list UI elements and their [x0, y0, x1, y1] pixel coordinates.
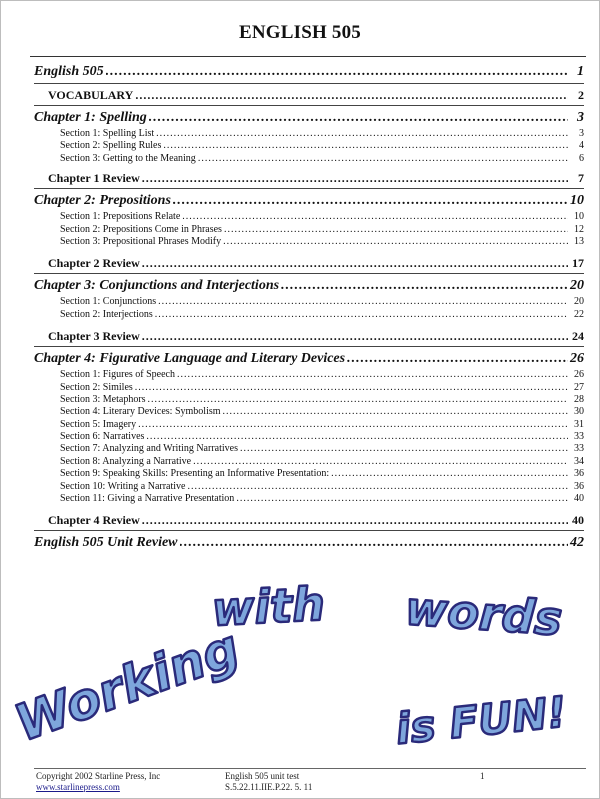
toc-entry-label: Section 1: Spelling List	[60, 128, 155, 139]
toc-page-number: 31	[574, 418, 584, 430]
toc-page-number: 40	[574, 493, 584, 505]
toc-entry-label: Section 9: Speaking Skills: Presenting an Informative Presentation:	[60, 468, 330, 480]
toc-entry-label: Section 11: Giving a Narrative Presentation	[60, 493, 235, 505]
dot-leader	[236, 493, 568, 505]
title-rule	[30, 56, 586, 57]
toc-entry-label: Section 1: Conjunctions	[60, 296, 157, 308]
toc-page-number: 3	[579, 128, 584, 139]
toc-section[interactable]	[34, 236, 584, 248]
toc-unit-review[interactable]	[34, 533, 584, 553]
toc-entry-label: Section 4: Literary Devices: Symbolism	[60, 406, 221, 418]
dot-leader	[142, 169, 568, 187]
toc-section[interactable]	[34, 468, 584, 480]
dot-leader	[177, 369, 568, 381]
toc-entry-label: Section 2: Prepositions Come in Phrases	[60, 223, 222, 235]
toc-section[interactable]	[34, 128, 584, 140]
toc-page-number: 33	[574, 431, 584, 443]
dot-leader	[240, 443, 568, 455]
dot-leader	[281, 276, 568, 296]
toc-entry-label: Section 2: Similes	[60, 381, 133, 393]
toc-page-number: 1	[577, 64, 584, 79]
toc-entry-label: Section 3: Getting to the Meaning	[60, 152, 196, 164]
dot-leader	[182, 211, 568, 223]
toc-page-number: 27	[574, 381, 584, 393]
toc-page-number: 12	[574, 223, 584, 235]
document-name: English 505 unit test	[225, 771, 300, 781]
word-art	[0, 555, 600, 765]
toc-section[interactable]	[34, 481, 584, 493]
toc-entry-label: Chapter 2: Prepositions	[34, 193, 171, 209]
dot-leader	[135, 86, 568, 104]
toc-entry-label: Section 8: Analyzing a Narrative	[60, 455, 192, 467]
dot-leader	[224, 224, 568, 236]
toc-section[interactable]	[34, 369, 584, 381]
footer-right	[480, 771, 485, 782]
toc-page-number: 10	[570, 193, 584, 209]
toc-section[interactable]	[34, 309, 584, 321]
toc-chapter-1-review[interactable]	[34, 169, 584, 187]
toc-page-number: 2	[578, 88, 584, 102]
toc-page-number: 34	[574, 455, 584, 467]
toc-page-number: 13	[574, 235, 584, 247]
toc-entry-label: Section 6: Narratives	[60, 431, 145, 443]
toc-section[interactable]	[34, 493, 584, 505]
toc-entry-label: Chapter 1: Spelling	[34, 110, 147, 125]
toc-entry-label: Section 2: Spelling Rules	[60, 140, 162, 152]
dot-leader	[138, 419, 568, 431]
footer-center	[225, 771, 312, 793]
table-of-contents	[34, 62, 584, 553]
toc-chapter-1[interactable]	[34, 108, 584, 128]
toc-entry-label: Section 1: Prepositions Relate	[60, 211, 181, 223]
toc-chapter-2[interactable]	[34, 191, 584, 211]
toc-section[interactable]	[34, 224, 584, 236]
toc-page-number: 36	[574, 480, 584, 492]
separator	[34, 105, 584, 106]
toc-entry-label: Chapter 4: Figurative Language and Literary Devices	[34, 351, 346, 367]
toc-page-number: 40	[572, 513, 584, 528]
dot-leader	[142, 327, 568, 345]
toc-page-number: 20	[570, 278, 584, 294]
toc-entry-label: Section 5: Imagery	[60, 418, 137, 430]
toc-page-number: 30	[574, 406, 584, 418]
separator	[34, 273, 584, 274]
toc-page-number: 6	[579, 152, 584, 164]
toc-chapter-4[interactable]	[34, 349, 584, 369]
page-number: 1	[480, 771, 485, 781]
toc-section[interactable]	[34, 296, 584, 308]
toc-page-number: 3	[577, 110, 584, 125]
dot-leader	[331, 468, 568, 480]
separator	[34, 530, 584, 531]
toc-entry-label: VOCABULARY	[48, 88, 134, 102]
toc-page-number: 36	[574, 468, 584, 480]
dot-leader	[198, 153, 568, 165]
toc-entry-label: Chapter 3: Conjunctions and Interjections	[34, 278, 280, 294]
toc-chapter-4-review[interactable]	[34, 511, 584, 529]
toc-page-number: 26	[570, 351, 584, 367]
art-word-words: words	[403, 581, 564, 646]
dot-leader	[148, 394, 568, 406]
toc-entry-label: English 505 Unit Review	[34, 535, 178, 551]
art-word-is-fun: is FUN!	[393, 687, 569, 754]
toc-entry-label: Chapter 4 Review	[48, 513, 140, 528]
toc-entry-label: Section 7: Analyzing and Writing Narratives	[60, 443, 238, 455]
toc-page-number: 24	[572, 329, 584, 344]
toc-section[interactable]	[34, 443, 584, 455]
toc-entry-label: Chapter 1 Review	[48, 171, 140, 186]
dot-leader	[188, 481, 569, 493]
dot-leader	[142, 254, 568, 272]
toc-entry-label: Section 10: Writing a Narrative	[60, 480, 186, 492]
toc-entry-label: Section 2: Interjections	[60, 308, 153, 320]
toc-entry-label: Section 3: Metaphors	[60, 393, 146, 405]
toc-page-number: 7	[578, 171, 584, 186]
art-word-with: with	[210, 576, 327, 637]
toc-section[interactable]	[34, 211, 584, 223]
dot-leader	[193, 456, 568, 468]
toc-chapter-2-review[interactable]	[34, 254, 584, 272]
toc-section[interactable]	[34, 140, 584, 152]
footer-rule	[34, 768, 586, 769]
dot-leader	[347, 349, 568, 369]
toc-section[interactable]	[34, 153, 584, 165]
toc-chapter-3-review[interactable]	[34, 327, 584, 345]
document-title: ENGLISH 505	[238, 22, 362, 43]
toc-entry-label: Chapter 3 Review	[48, 329, 140, 344]
dot-leader	[155, 309, 568, 321]
toc-chapter-3[interactable]	[34, 276, 584, 296]
toc-section[interactable]	[34, 382, 584, 394]
separator	[34, 83, 584, 84]
toc-unit[interactable]	[34, 62, 584, 82]
toc-page-number: 28	[574, 393, 584, 405]
toc-section[interactable]	[34, 406, 584, 418]
toc-vocabulary[interactable]	[34, 86, 584, 104]
toc-entry-label: English 505	[34, 64, 104, 79]
toc-entry-label: Section 3: Prepositional Phrases Modify	[60, 235, 222, 247]
dot-leader	[156, 128, 568, 140]
art-word-working: Working	[7, 618, 247, 753]
separator	[34, 188, 584, 189]
dot-leader	[149, 108, 568, 128]
dot-leader	[142, 511, 568, 529]
toc-section[interactable]	[34, 456, 584, 468]
separator	[34, 346, 584, 347]
toc-page-number: 26	[574, 369, 584, 381]
toc-entry-label: Section 1: Figures of Speech	[60, 369, 175, 381]
toc-page-number: 20	[574, 296, 584, 308]
dot-leader	[146, 431, 568, 443]
dot-leader	[180, 533, 568, 553]
dot-leader	[135, 382, 568, 394]
toc-section[interactable]	[34, 394, 584, 406]
dot-leader	[163, 140, 568, 152]
toc-page-number: 33	[574, 443, 584, 455]
toc-page-number: 42	[570, 535, 584, 551]
dot-leader	[223, 236, 568, 248]
website-link[interactable]: www.starlinepress.com	[36, 782, 120, 792]
copyright-text: Copyright 2002 Starline Press, Inc	[36, 771, 161, 781]
document-code: S.5.22.11.IIE.P.22. 5. 11	[225, 782, 313, 792]
toc-page-number: 22	[574, 308, 584, 320]
dot-leader	[173, 191, 568, 211]
toc-section[interactable]	[34, 419, 584, 431]
toc-page-number: 10	[574, 211, 584, 223]
footer-left	[36, 771, 160, 793]
dot-leader	[106, 62, 568, 82]
dot-leader	[223, 406, 568, 418]
toc-page-number: 17	[572, 256, 584, 271]
toc-entry-label: Chapter 2 Review	[48, 256, 140, 271]
dot-leader	[158, 296, 568, 308]
toc-section[interactable]	[34, 431, 584, 443]
toc-page-number: 4	[579, 140, 584, 152]
